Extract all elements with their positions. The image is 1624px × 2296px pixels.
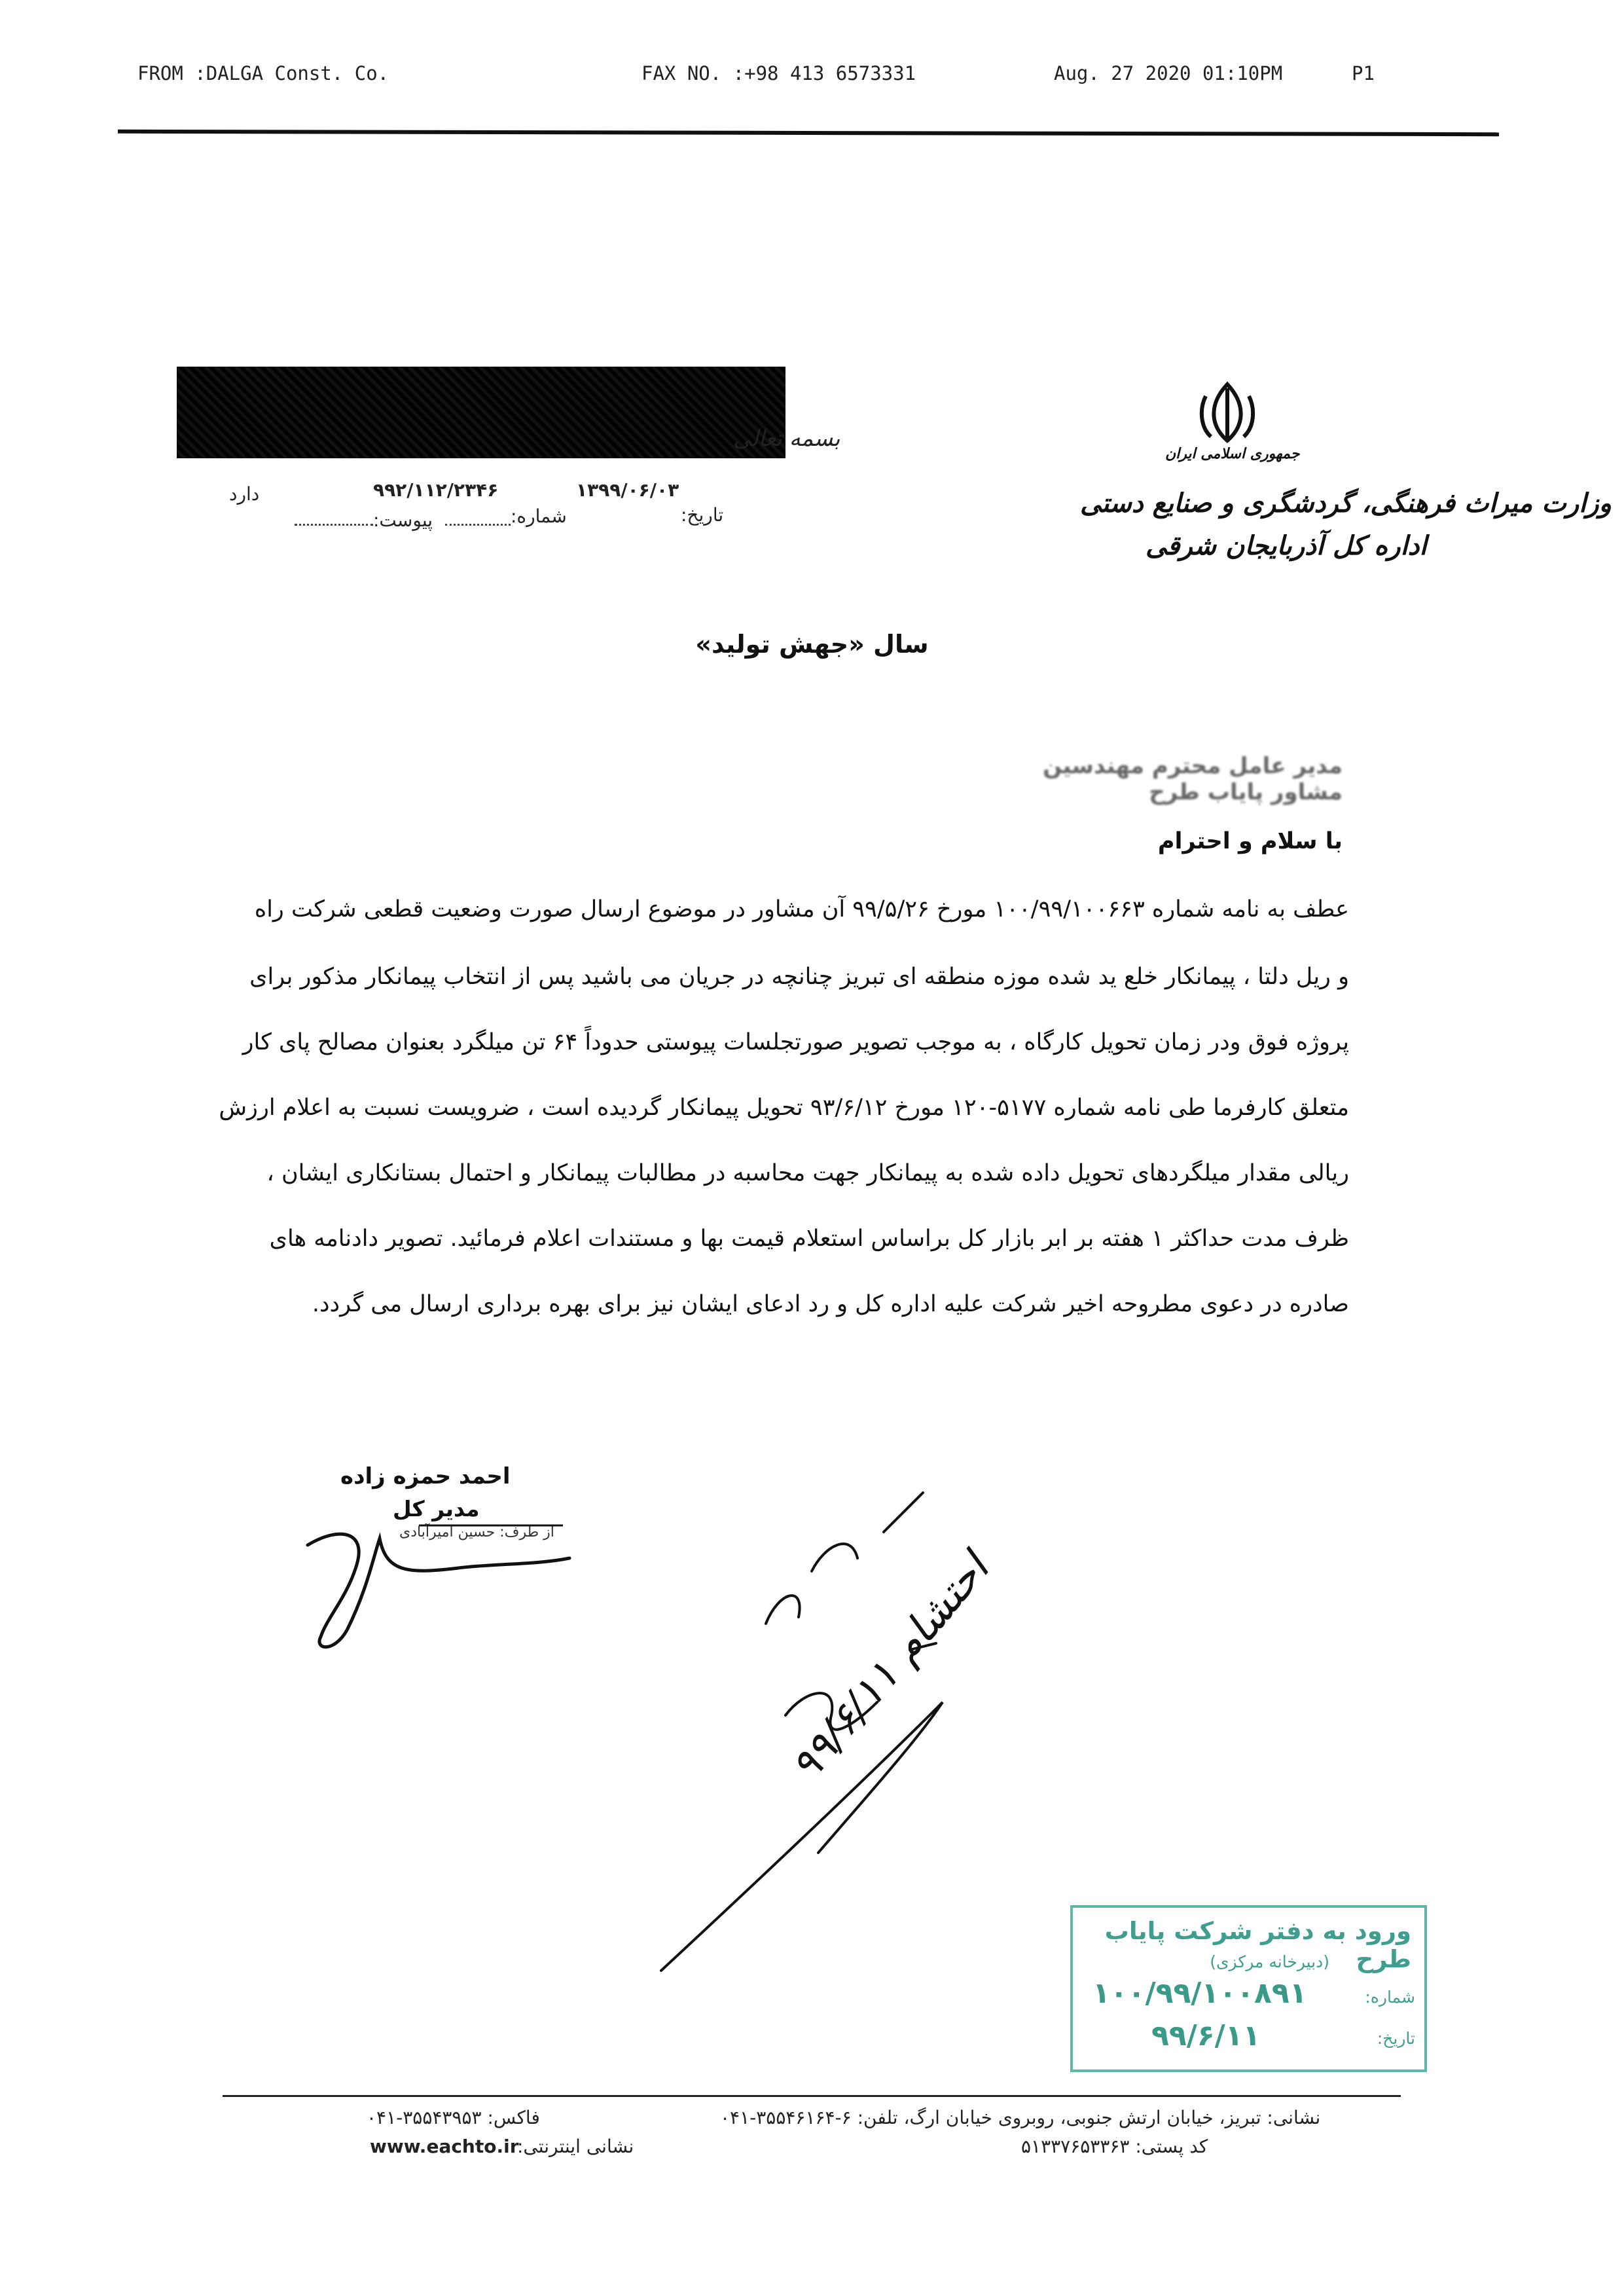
stamp-date-label: تاریخ: (1377, 2029, 1415, 2048)
footer-fax: فاکس: ۳۵۵۴۳۹۵۳-۰۴۱ (367, 2107, 540, 2128)
footer-website[interactable]: www.eachto.ir (370, 2136, 519, 2157)
incoming-stamp (1070, 1905, 1427, 2072)
stamp-subtitle: (دبیرخانه مرکزی) (1210, 1952, 1329, 1971)
stamp-number-label: شماره: (1365, 1988, 1415, 2007)
footer-rule (223, 2095, 1401, 2097)
footer-postal: کد پستی: ۵۱۳۳۷۶۵۳۳۶۳ (1021, 2136, 1208, 2157)
decorative-banner (177, 367, 785, 458)
letter-number-value: ۹۹۲/۱۱۲/۲۳۴۶ (373, 479, 499, 501)
fax-number: FAX NO. :+98 413 6573331 (641, 62, 916, 84)
attachment-value: دارد (229, 483, 260, 505)
signer-name: احمد حمزه زاده (340, 1463, 511, 1489)
salutation: با سلام و احترام (1157, 828, 1343, 854)
republic-label: جمهوری اسلامی ایران (1165, 445, 1300, 462)
fax-date: Aug. 27 2020 01:10PM (1054, 62, 1283, 84)
body-line-2: و ریل دلتا ، پیمانکار خلع ید شده موزه منطقه ای تبریز چنانچه در جریان می باشید پس از انتخاب پیمانکار مذکور برای (249, 964, 1349, 990)
number-label: شماره: (511, 505, 567, 527)
letter-date-value: ۱۳۹۹/۰۶/۰۳ (576, 479, 679, 501)
invocation: بسمه تعالی (733, 426, 840, 452)
attachment-label: پیوست: (373, 509, 433, 531)
body-line-6: ظرف مدت حداکثر ۱ هفته بر ابر بازار کل براساس استعلام قیمت بها و مستندات اعلام فرمائید. تصویر دادنامه های (269, 1226, 1349, 1252)
fax-page: P1 (1352, 62, 1375, 84)
iran-emblem-icon (1191, 376, 1263, 448)
stamp-date-value: ۹۹/۶/۱۱ (1151, 2019, 1261, 2052)
signer-note: از طرف: حسین امیرآبادی (399, 1524, 554, 1540)
signature-scribble (308, 1534, 569, 1647)
body-line-7: صادره در دعوی مطروحه اخیر شرکت علیه اداره کل و رد ادعای ایشان نیز برای بهره برداری ارسال می گردد. (312, 1291, 1349, 1317)
stamp-title: ورود به دفتر شرکت پایاب طرح (1104, 1917, 1411, 1973)
fax-header (137, 62, 1388, 95)
footer-address: نشانی: تبریز، خیابان ارتش جنوبی، روبروی خیابان ارگ، تلفن: ۶-۳۵۵۴۶۱۶۴-۰۴۱ (720, 2107, 1321, 2128)
signer-title: مدیر کل (393, 1496, 480, 1522)
number-dotted-line (445, 524, 511, 526)
date-label: تاریخ: (681, 504, 724, 526)
body-line-5: ریالی مقدار میلگردهای تحویل داده شده به پیمانکار جهت محاسبه در مطالبات پیمانکار و احتمال بستانکاری ایشان ، (266, 1160, 1349, 1186)
footer-website-label: نشانی اینترنتی: (517, 2136, 634, 2157)
recipient: مدیر عامل محترم مهندسین مشاور پایاب طرح (1043, 753, 1343, 805)
office-name: اداره کل آذربایجان شرقی (1146, 530, 1427, 561)
attachment-dotted-line (295, 524, 373, 526)
fax-from: FROM :DALGA Const. Co. (137, 62, 389, 84)
body-line-3: پروژه فوق ودر زمان تحویل کارگاه ، به موجب تصویر صورتجلسات پیوستی حدوداً ۶۴ تن میلگرد بعنوان مصالح پای کار (242, 1029, 1349, 1055)
year-slogan: سال «جهش تولید» (695, 630, 929, 659)
body-line-1: عطف به نامه شماره ۱۰۰/۹۹/۱۰۰۶۶۳ مورخ ۹۹/۵/۲۶ آن مشاور در موضوع ارسال صورت وضعیت قطعی شرکت راه (254, 896, 1349, 922)
handwritten-note: احتشام ۹۹/۶/۱۱ (781, 1544, 999, 1791)
diagonal-pen-stroke (661, 1702, 943, 1971)
fax-header-rule (118, 130, 1499, 136)
handwritten-note-stroke (766, 1493, 936, 1730)
stamp-number-value: ۱۰۰/۹۹/۱۰۰۸۹۱ (1092, 1977, 1307, 2010)
ministry-name: وزارت میراث فرهنگی، گردشگری و صنایع دستی (1080, 488, 1612, 519)
body-line-4: متعلق کارفرما طی نامه شماره ۵۱۷۷-۱۲۰ مورخ ۹۳/۶/۱۲ تحویل پیمانکار گردیده است ، ضرویست نسبت به اعلام ارزش (219, 1095, 1349, 1121)
